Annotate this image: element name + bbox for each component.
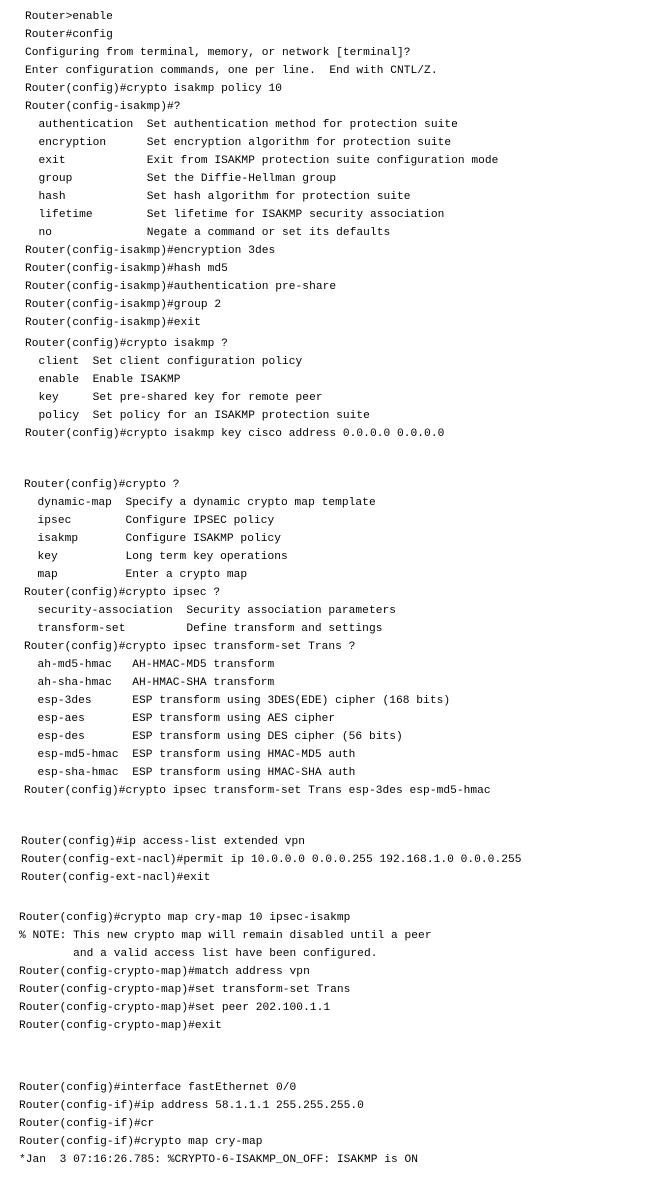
terminal-line: Router(config)#crypto isakmp key cisco address 0.0.0.0 0.0.0.0 [25,428,445,440]
terminal-line: Router(config-if)#cr [19,1118,155,1130]
terminal-line: group Set the Diffie-Hellman group [25,173,337,185]
terminal-line: Router(config-crypto-map)#set peer 202.100.1.1 [19,1002,331,1014]
terminal-line: transform-set Define transform and settings [24,623,383,635]
terminal-line: isakmp Configure ISAKMP policy [24,533,282,545]
terminal-line: Router#config [25,29,113,41]
terminal-line: dynamic-map Specify a dynamic crypto map template [24,497,376,509]
terminal-line: encryption Set encryption algorithm for protection suite [25,137,452,149]
terminal-line: ah-sha-hmac AH-HMAC-SHA transform [24,677,275,689]
terminal-line: ah-md5-hmac AH-HMAC-MD5 transform [24,659,275,671]
terminal-line: key Long term key operations [24,551,288,563]
terminal-line: Router(config-isakmp)#? [25,101,181,113]
terminal-line: Configuring from terminal, memory, or network [terminal]? [25,47,411,59]
terminal-line: Router(config)#crypto ipsec transform-set Trans esp-3des esp-md5-hmac [24,785,491,797]
terminal-line: Enter configuration commands, one per line. End with CNTL/Z. [25,65,438,77]
terminal-line: authentication Set authentication method for protection suite [25,119,458,131]
terminal-line: Router>enable [25,11,113,23]
terminal-line: esp-aes ESP transform using AES cipher [24,713,336,725]
terminal-line: Router(config)#crypto ? [24,479,180,491]
terminal-line: security-association Security association parameters [24,605,396,617]
terminal-line: Router(config)#crypto isakmp ? [25,338,228,350]
terminal-line: ipsec Configure IPSEC policy [24,515,275,527]
terminal-line: Router(config-crypto-map)#set transform-set Trans [19,984,351,996]
terminal-line: Router(config-isakmp)#exit [25,317,201,329]
terminal-line: Router(config-isakmp)#hash md5 [25,263,228,275]
terminal-line: Router(config-if)#crypto map cry-map [19,1136,263,1148]
terminal-line: esp-des ESP transform using DES cipher (56 bits) [24,731,403,743]
terminal-line: client Set client configuration policy [25,356,303,368]
terminal-line: % NOTE: This new crypto map will remain disabled until a peer [19,930,432,942]
terminal-line: *Jan 3 07:16:26.785: %CRYPTO-6-ISAKMP_ON_OFF: ISAKMP is ON [19,1154,419,1166]
terminal-line: policy Set policy for an ISAKMP protection suite [25,410,370,422]
terminal-line: map Enter a crypto map [24,569,248,581]
terminal-line: lifetime Set lifetime for ISAKMP security association [25,209,445,221]
terminal-line: and a valid access list have been configured. [19,948,378,960]
terminal-line: Router(config-isakmp)#encryption 3des [25,245,276,257]
terminal-line: Router(config)#crypto ipsec transform-set Trans ? [24,641,356,653]
terminal-line: esp-md5-hmac ESP transform using HMAC-MD5 auth [24,749,356,761]
terminal-line: esp-sha-hmac ESP transform using HMAC-SHA auth [24,767,356,779]
terminal-line: exit Exit from ISAKMP protection suite configuration mode [25,155,499,167]
terminal-line: Router(config)#interface fastEthernet 0/0 [19,1082,297,1094]
terminal-line: Router(config-isakmp)#group 2 [25,299,222,311]
terminal-line: Router(config-crypto-map)#match address vpn [19,966,310,978]
terminal-line: Router(config-isakmp)#authentication pre-share [25,281,337,293]
terminal-line: hash Set hash algorithm for protection suite [25,191,411,203]
terminal-line: Router(config-ext-nacl)#permit ip 10.0.0.0 0.0.0.255 192.168.1.0 0.0.0.255 [21,854,522,866]
terminal-line: esp-3des ESP transform using 3DES(EDE) cipher (168 bits) [24,695,451,707]
terminal-line: Router(config-crypto-map)#exit [19,1020,222,1032]
terminal-line: no Negate a command or set its defaults [25,227,391,239]
terminal-line: Router(config-ext-nacl)#exit [21,872,211,884]
terminal-line: Router(config-if)#ip address 58.1.1.1 255.255.255.0 [19,1100,364,1112]
terminal-line: key Set pre-shared key for remote peer [25,392,323,404]
terminal-line: Router(config)#crypto map cry-map 10 ipsec-isakmp [19,912,351,924]
terminal-line: enable Enable ISAKMP [25,374,181,386]
terminal-line: Router(config)#crypto ipsec ? [24,587,221,599]
terminal-line: Router(config)#crypto isakmp policy 10 [25,83,283,95]
terminal-line: Router(config)#ip access-list extended vpn [21,836,306,848]
